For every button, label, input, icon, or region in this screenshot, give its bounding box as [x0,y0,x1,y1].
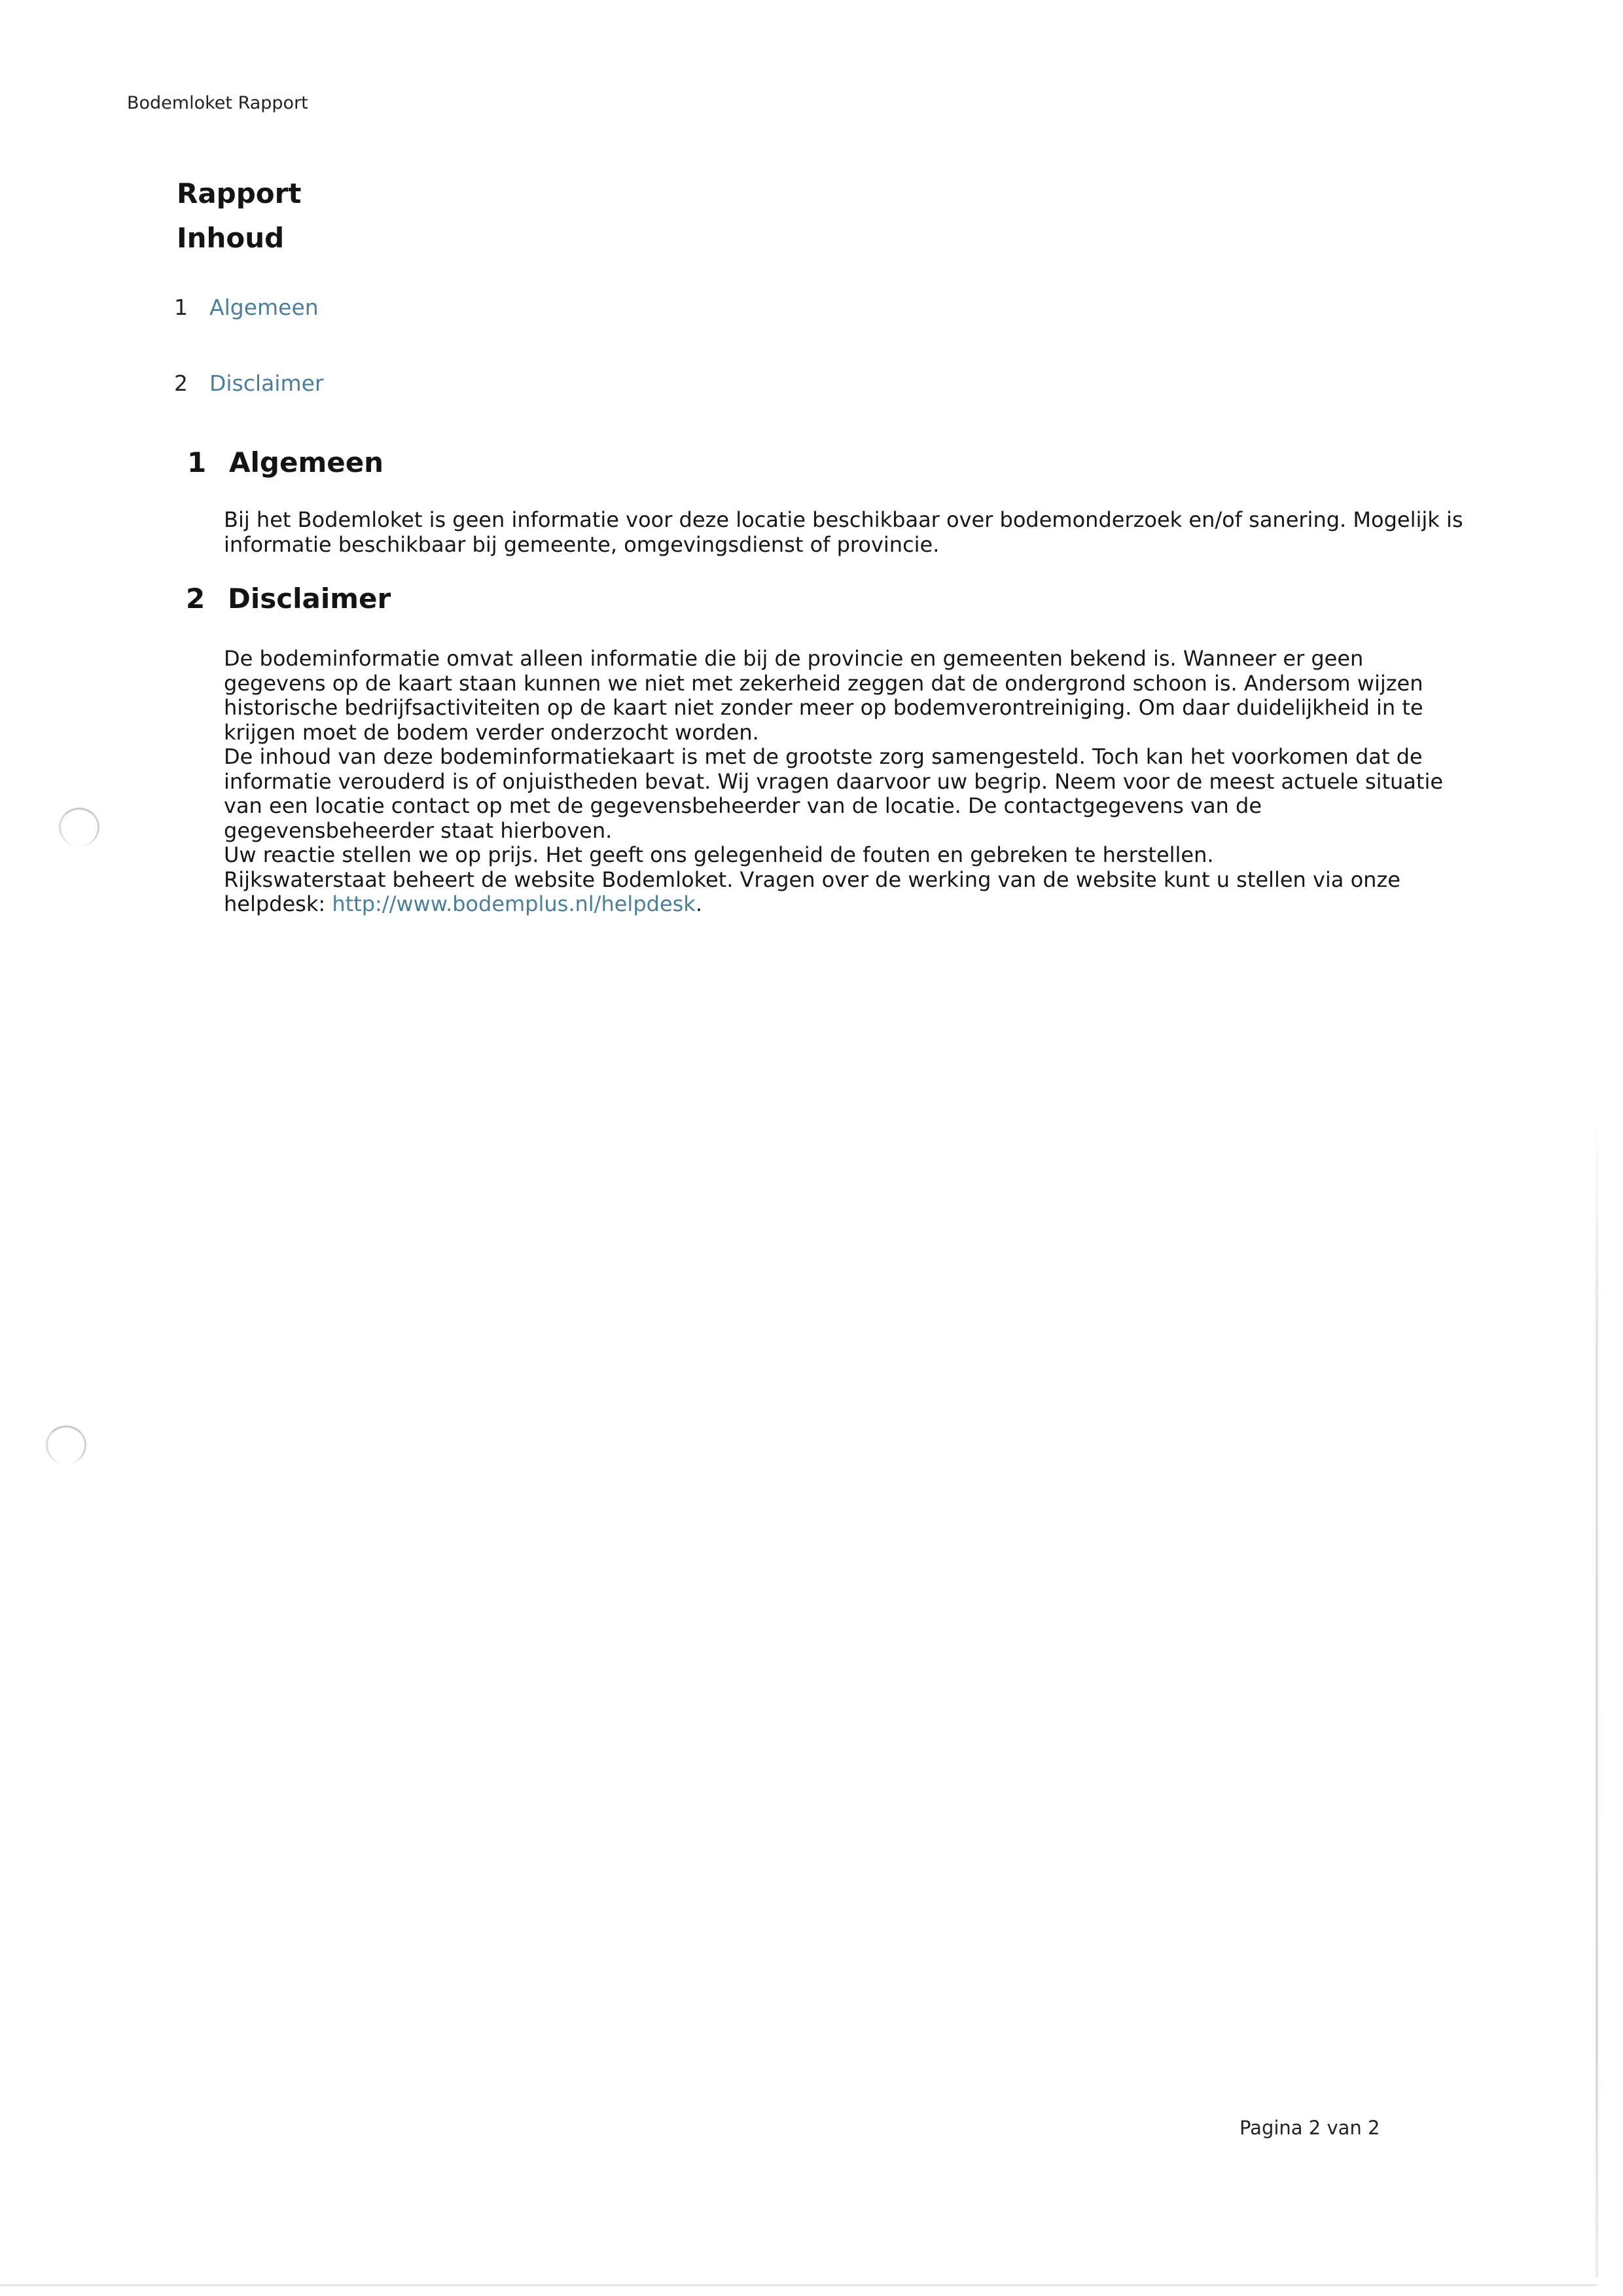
helpdesk-suffix: . [695,891,702,916]
section-title: Algemeen [229,446,384,478]
paragraph: Uw reactie stellen we op prijs. Het geeft ons gelegenheid de fouten en gebreken te herstellen. [224,842,1214,867]
paragraph: De inhoud van deze bodeminformatiekaart is met de grootste zorg samengesteld. Toch kan het voorkomen dat de informatie verouderd is of onjuistheden bevat. Wij vragen daarvoor uw begrip. Neem voor de meest actuele situatie van een locatie contact op met de gegevensbeheerder van de locatie. De contactgegevens van de gegevensbeheerder staat hierboven. [224,744,1444,843]
section-number: 2 [186,583,205,615]
paragraph: De bodeminformatie omvat alleen informatie die bij de provincie en gemeenten bekend is. Wanneer er geen gegevens op de kaart staan kunnen we niet met zekerheid zeggen dat de ondergrond schoon is. Andersom wijzen historische bedrijfsactiviteiten op de kaart niet zonder meer op bodemverontreiniging. Om daar duidelijkheid in te krijgen moet de bodem verder onderzocht worden. [224,646,1423,745]
scan-edge-bottom [0,2284,1597,2286]
report-title: Rapport [177,177,302,209]
section-number: 1 [187,446,207,478]
running-header: Bodemloket Rapport [127,93,308,113]
toc-title: Inhoud [177,222,285,254]
table-of-contents [174,295,324,446]
toc-item-number: 2 [174,370,188,396]
helpdesk-link[interactable]: http://www.bodemplus.nl/helpdesk [332,891,696,916]
toc-link-disclaimer[interactable]: Disclaimer [209,370,324,396]
paragraph: Bij het Bodemloket is geen informatie voor deze locatie beschikbaar over bodemonderzoek en/of sanering. Mogelijk is informatie beschikbaar bij gemeente, omgevingsdienst of provincie. [224,507,1463,557]
section-title: Disclaimer [228,583,391,615]
section-heading-algemeen [187,446,383,478]
toc-link-algemeen[interactable]: Algemeen [209,295,319,320]
section-heading-disclaimer [186,583,391,615]
punch-hole-mark [59,808,99,846]
section-body-algemeen [224,508,1467,557]
section-body-disclaimer [224,647,1467,917]
punch-hole-mark [46,1426,86,1464]
toc-item-disclaimer[interactable] [174,370,324,446]
toc-item-algemeen[interactable] [174,295,324,370]
page-number: Pagina 2 van 2 [1240,2117,1380,2139]
helpdesk-text: Rijkswaterstaat beheert de website Bodemloket. Vragen over de werking van de website kunt u stellen via onze helpdesk: [224,867,1400,916]
paragraph-helpdesk [224,868,1467,917]
scan-edge-right [1596,1113,1598,2278]
toc-item-number: 1 [174,295,188,320]
title-block [177,171,301,260]
